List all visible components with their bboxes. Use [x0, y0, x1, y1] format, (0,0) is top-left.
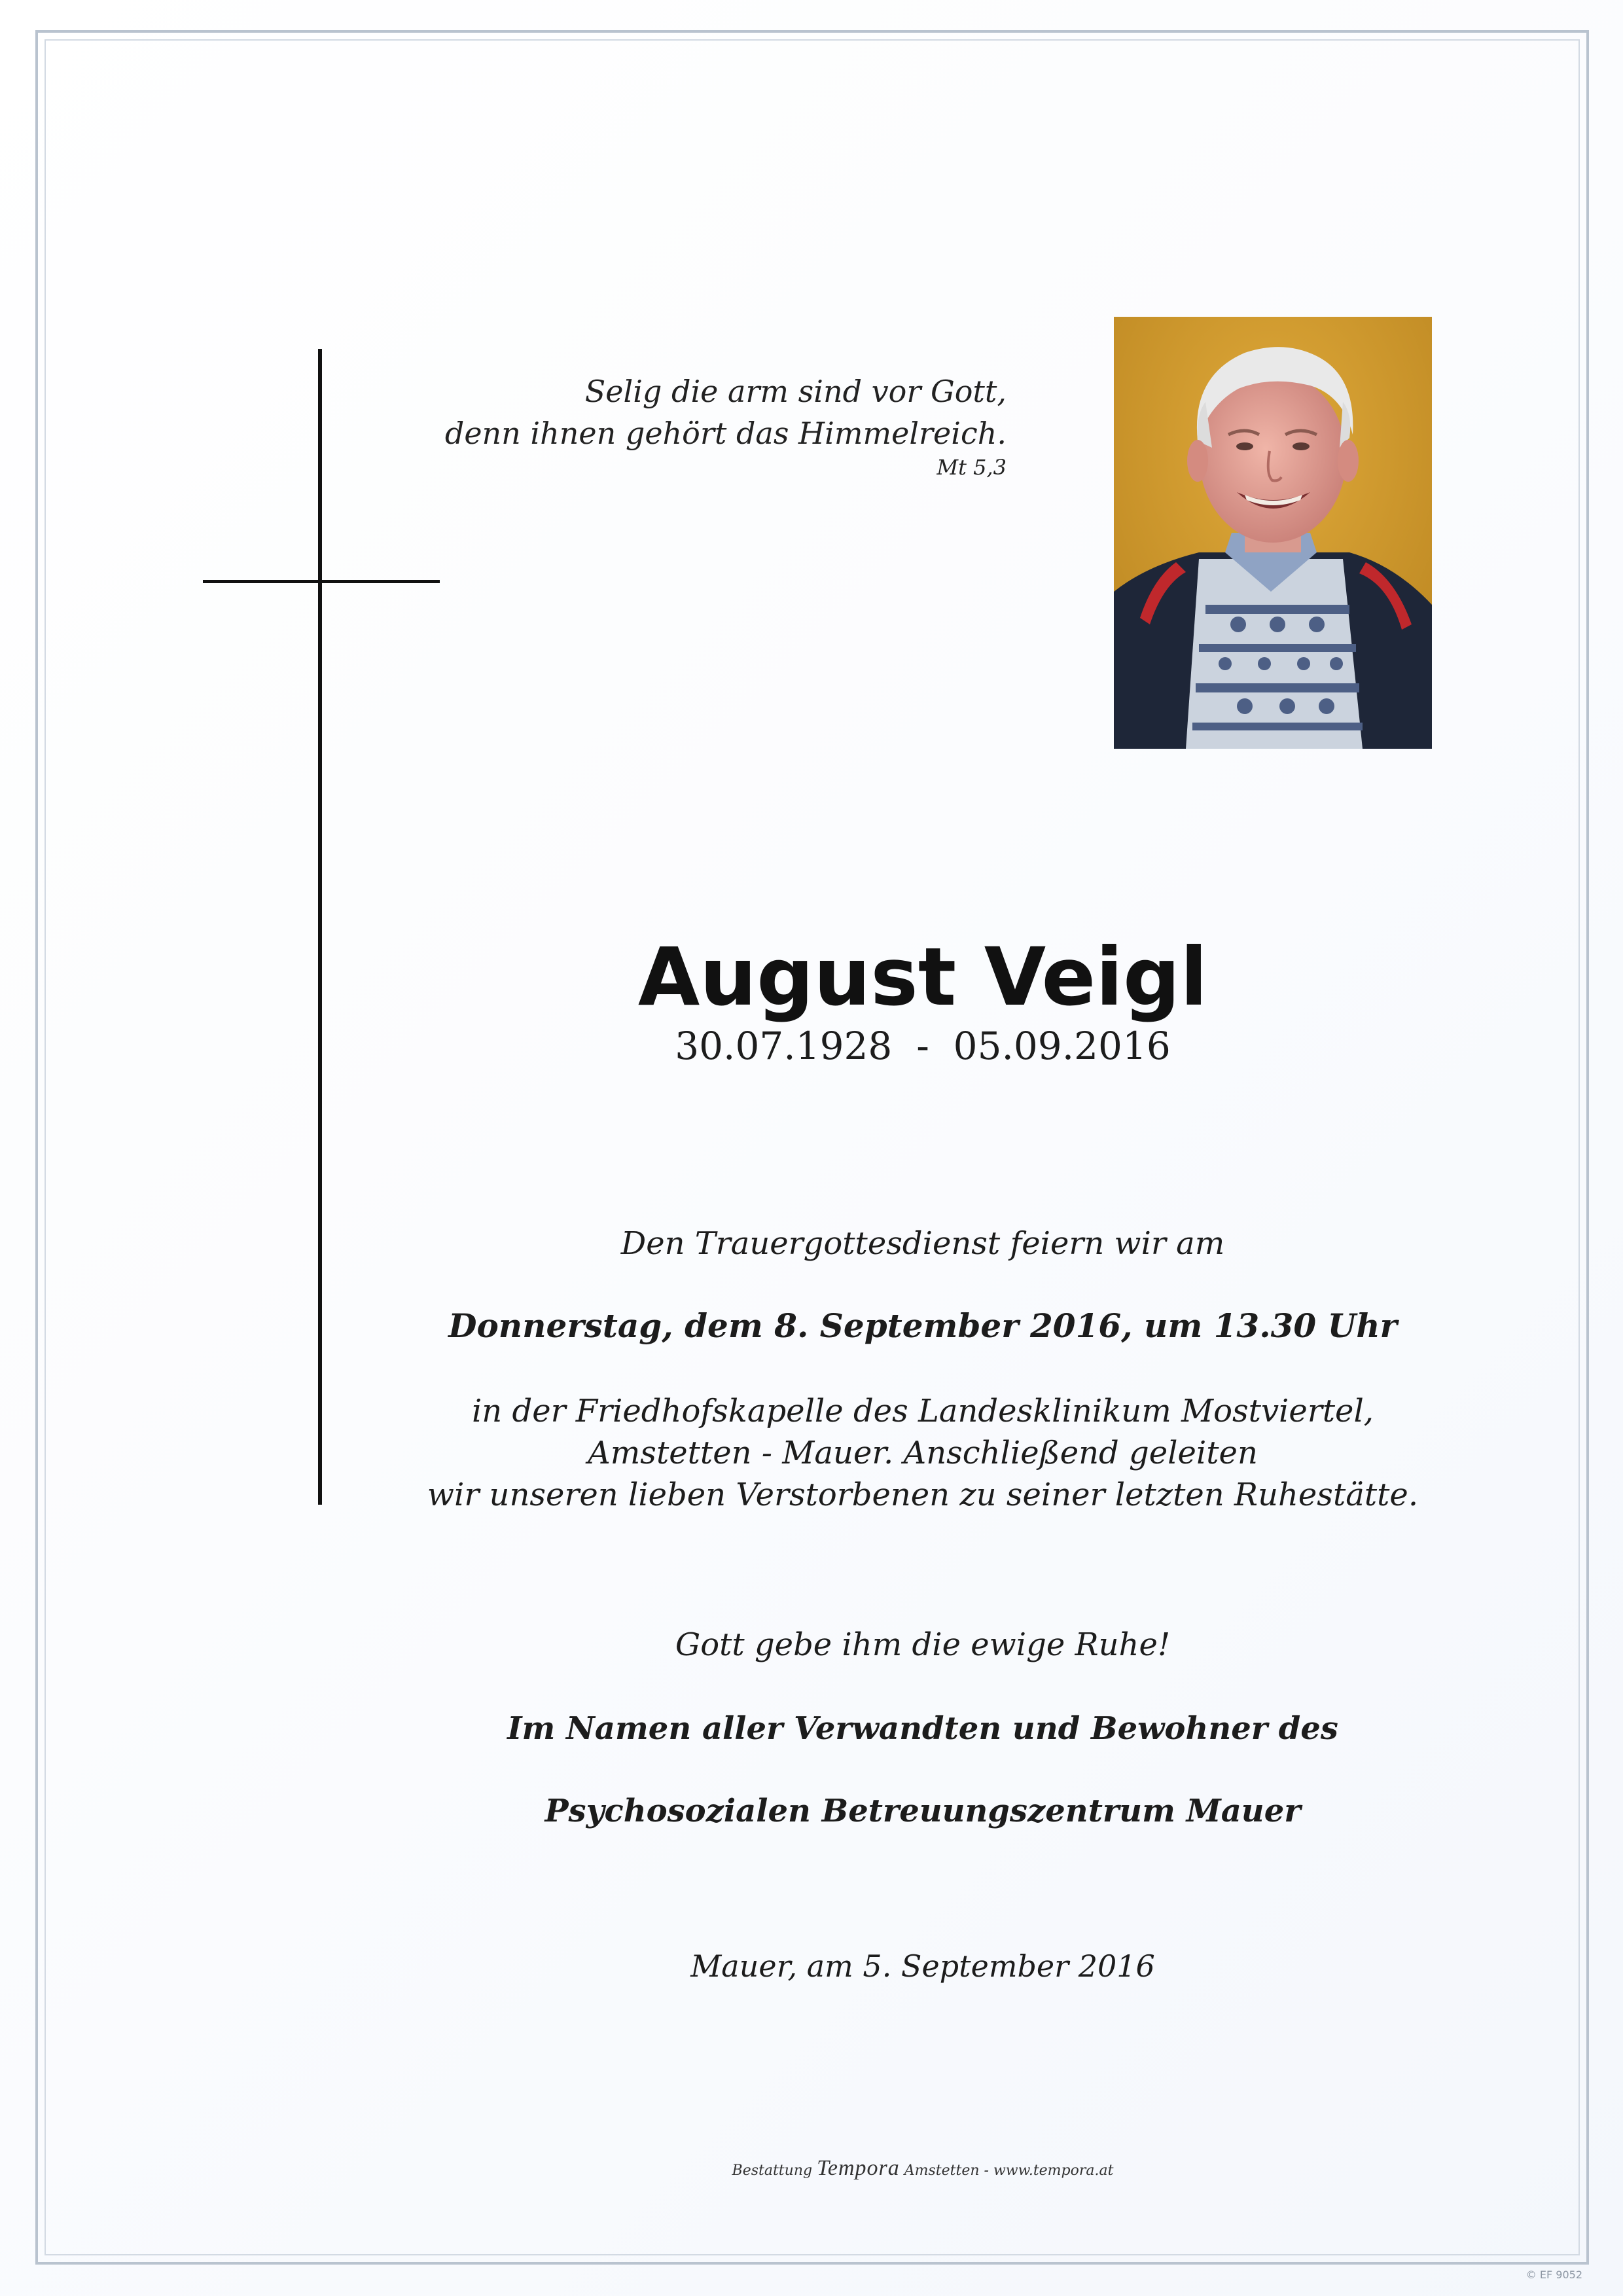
blessing: Gott gebe ihm die ewige Ruhe!: [675, 1626, 1171, 1663]
service-datetime: Donnerstag, dem 8. September 2016, um 13.30 Uhr: [448, 1306, 1397, 1345]
service-place-line-3: wir unseren lieben Verstorbenen zu seiner letzten Ruhestätte.: [427, 1477, 1419, 1513]
signature-line-2: Psychosozialen Betreuungszentrum Mauer: [544, 1793, 1301, 1829]
portrait-photo-illustration: [1114, 317, 1432, 749]
footer-brand-logo: Tempora: [817, 2156, 900, 2180]
cross-icon-vertical-bar: [318, 349, 322, 1505]
funeral-home-footer: [419, 2157, 1427, 2182]
portrait-photo: [1114, 317, 1432, 749]
footer-suffix: Amstetten - www.tempora.at: [904, 2162, 1114, 2179]
service-place-line-2: Amstetten - Mauer. Anschließend geleiten: [588, 1435, 1258, 1471]
verse-line-1: Selig die arm sind vor Gott,: [584, 374, 1007, 409]
footer-prefix: Bestattung: [732, 2162, 813, 2179]
deceased-name: August Veigl: [637, 931, 1208, 1024]
bible-verse: [352, 370, 1007, 480]
verse-line-2: denn ihnen gehört das Himmelreich.: [444, 416, 1007, 451]
service-intro: Den Trauergottesdienst feiern wir am: [620, 1225, 1225, 1262]
service-place: [419, 1390, 1427, 1516]
life-dates: 30.07.1928 - 05.09.2016: [675, 1024, 1171, 1068]
service-place-line-1: in der Friedhofskapelle des Landesklinikum Mostviertel,: [471, 1393, 1374, 1429]
signature-line-1: Im Namen aller Verwandten und Bewohner des: [507, 1710, 1338, 1747]
template-code: © EF 9052: [1525, 2269, 1582, 2281]
place-and-date: Mauer, am 5. September 2016: [690, 1948, 1155, 1984]
verse-reference: Mt 5,3: [936, 455, 1007, 480]
cross-icon-horizontal-bar: [203, 580, 440, 583]
